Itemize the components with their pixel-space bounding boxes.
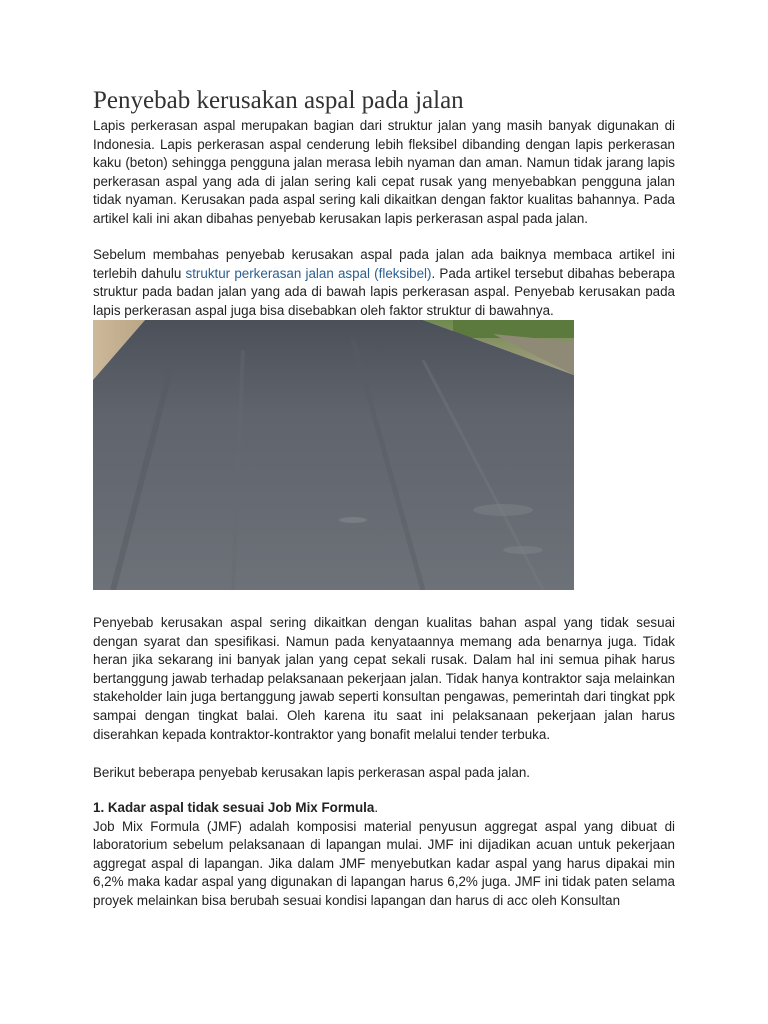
paragraph-reference-text-before: Sebelum membahas penyebab kerusakan aspal pada jalan ada baiknya membaca artikel ini terlebih dahulu <box>93 247 675 281</box>
section-1-body: Job Mix Formula (JMF) adalah komposisi material penyusun aggregat aspal yang dibuat di laboratorium sebelum pelaksanaan di lapangan mulai. JMF ini dijadikan acuan untuk pekerjaan aggregat aspal di lapangan. Jika dalam JMF menyebutkan kadar aspal yang harus dipakai min 6,2% maka kadar aspal yang digunakan di lapangan harus 6,2% juga. JMF ini tidak paten selama proyek melainkan bisa berubah sesuai kondisi lapangan dan harus di acc oleh Konsultan <box>93 818 675 908</box>
paragraph-causes: Penyebab kerusakan aspal sering dikaitkan dengan kualitas bahan aspal yang tidak sesuai dengan syarat dan spesifikasi. Namun pada kenyataannya memang ada benarnya juga. Tidak heran jika sekarang ini banyak jalan yang cepat sekali rusak. Dalam hal ini semua pihak harus bertanggung jawab terhadap pelaksanaan pekerjaan jalan. Tidak hanya kontraktor saja melainkan stakeholder lain juga bertanggung jawab seperti konsultan pengawas, pemerintah dari tingkat ppk sampai dengan tingkat balai. Oleh karena itu saat ini pelaksanaan pekerjaan jalan harus diserahkan kepada kontraktor-kontraktor yang bonafit melalui tender terbuka. <box>93 615 675 742</box>
section-1-heading-period: . <box>374 800 379 815</box>
article-link-struktur-perkerasan[interactable]: struktur perkerasan jalan aspal (fleksibel) <box>185 265 432 281</box>
section-1-heading-line <box>93 799 675 818</box>
road-asphalt-photo <box>93 320 574 590</box>
paragraph-reference-text-after: . Pada artikel tersebut dibahas beberapa struktur pada badan jalan yang ada di bawah lapis perkerasan aspal. Penyebab kerusakan pada lapis perkerasan aspal juga bisa disebabkan oleh faktor struktur di bawahnya. <box>93 265 675 318</box>
article-title: Penyebab kerusakan aspal pada jalan <box>93 87 464 114</box>
paragraph-list-intro: Berikut beberapa penyebab kerusakan lapis perkerasan aspal pada jalan. <box>93 765 530 780</box>
paragraph-intro: Lapis perkerasan aspal merupakan bagian dari struktur jalan yang masih banyak digunakan di Indonesia. Lapis perkerasan aspal cenderung lebih fleksibel dibanding dengan lapis perkerasan kaku (beton) sehingga pengguna jalan merasa lebih nyaman dan aman. Namun tidak jarang lapis perkerasan aspal yang ada di jalan sering kali cepat rusak yang menyebabkan pengguna jalan tidak nyaman. Kerusakan pada aspal sering kali dikaitkan dengan faktor kualitas bahannya. Pada artikel kali ini akan dibahas penyebab kerusakan lapis perkerasan aspal pada jalan. <box>93 118 675 226</box>
section-1-heading: 1. Kadar aspal tidak sesuai Job Mix Formula <box>93 800 375 815</box>
paragraph-reference <box>93 246 675 320</box>
section-1 <box>93 799 675 911</box>
